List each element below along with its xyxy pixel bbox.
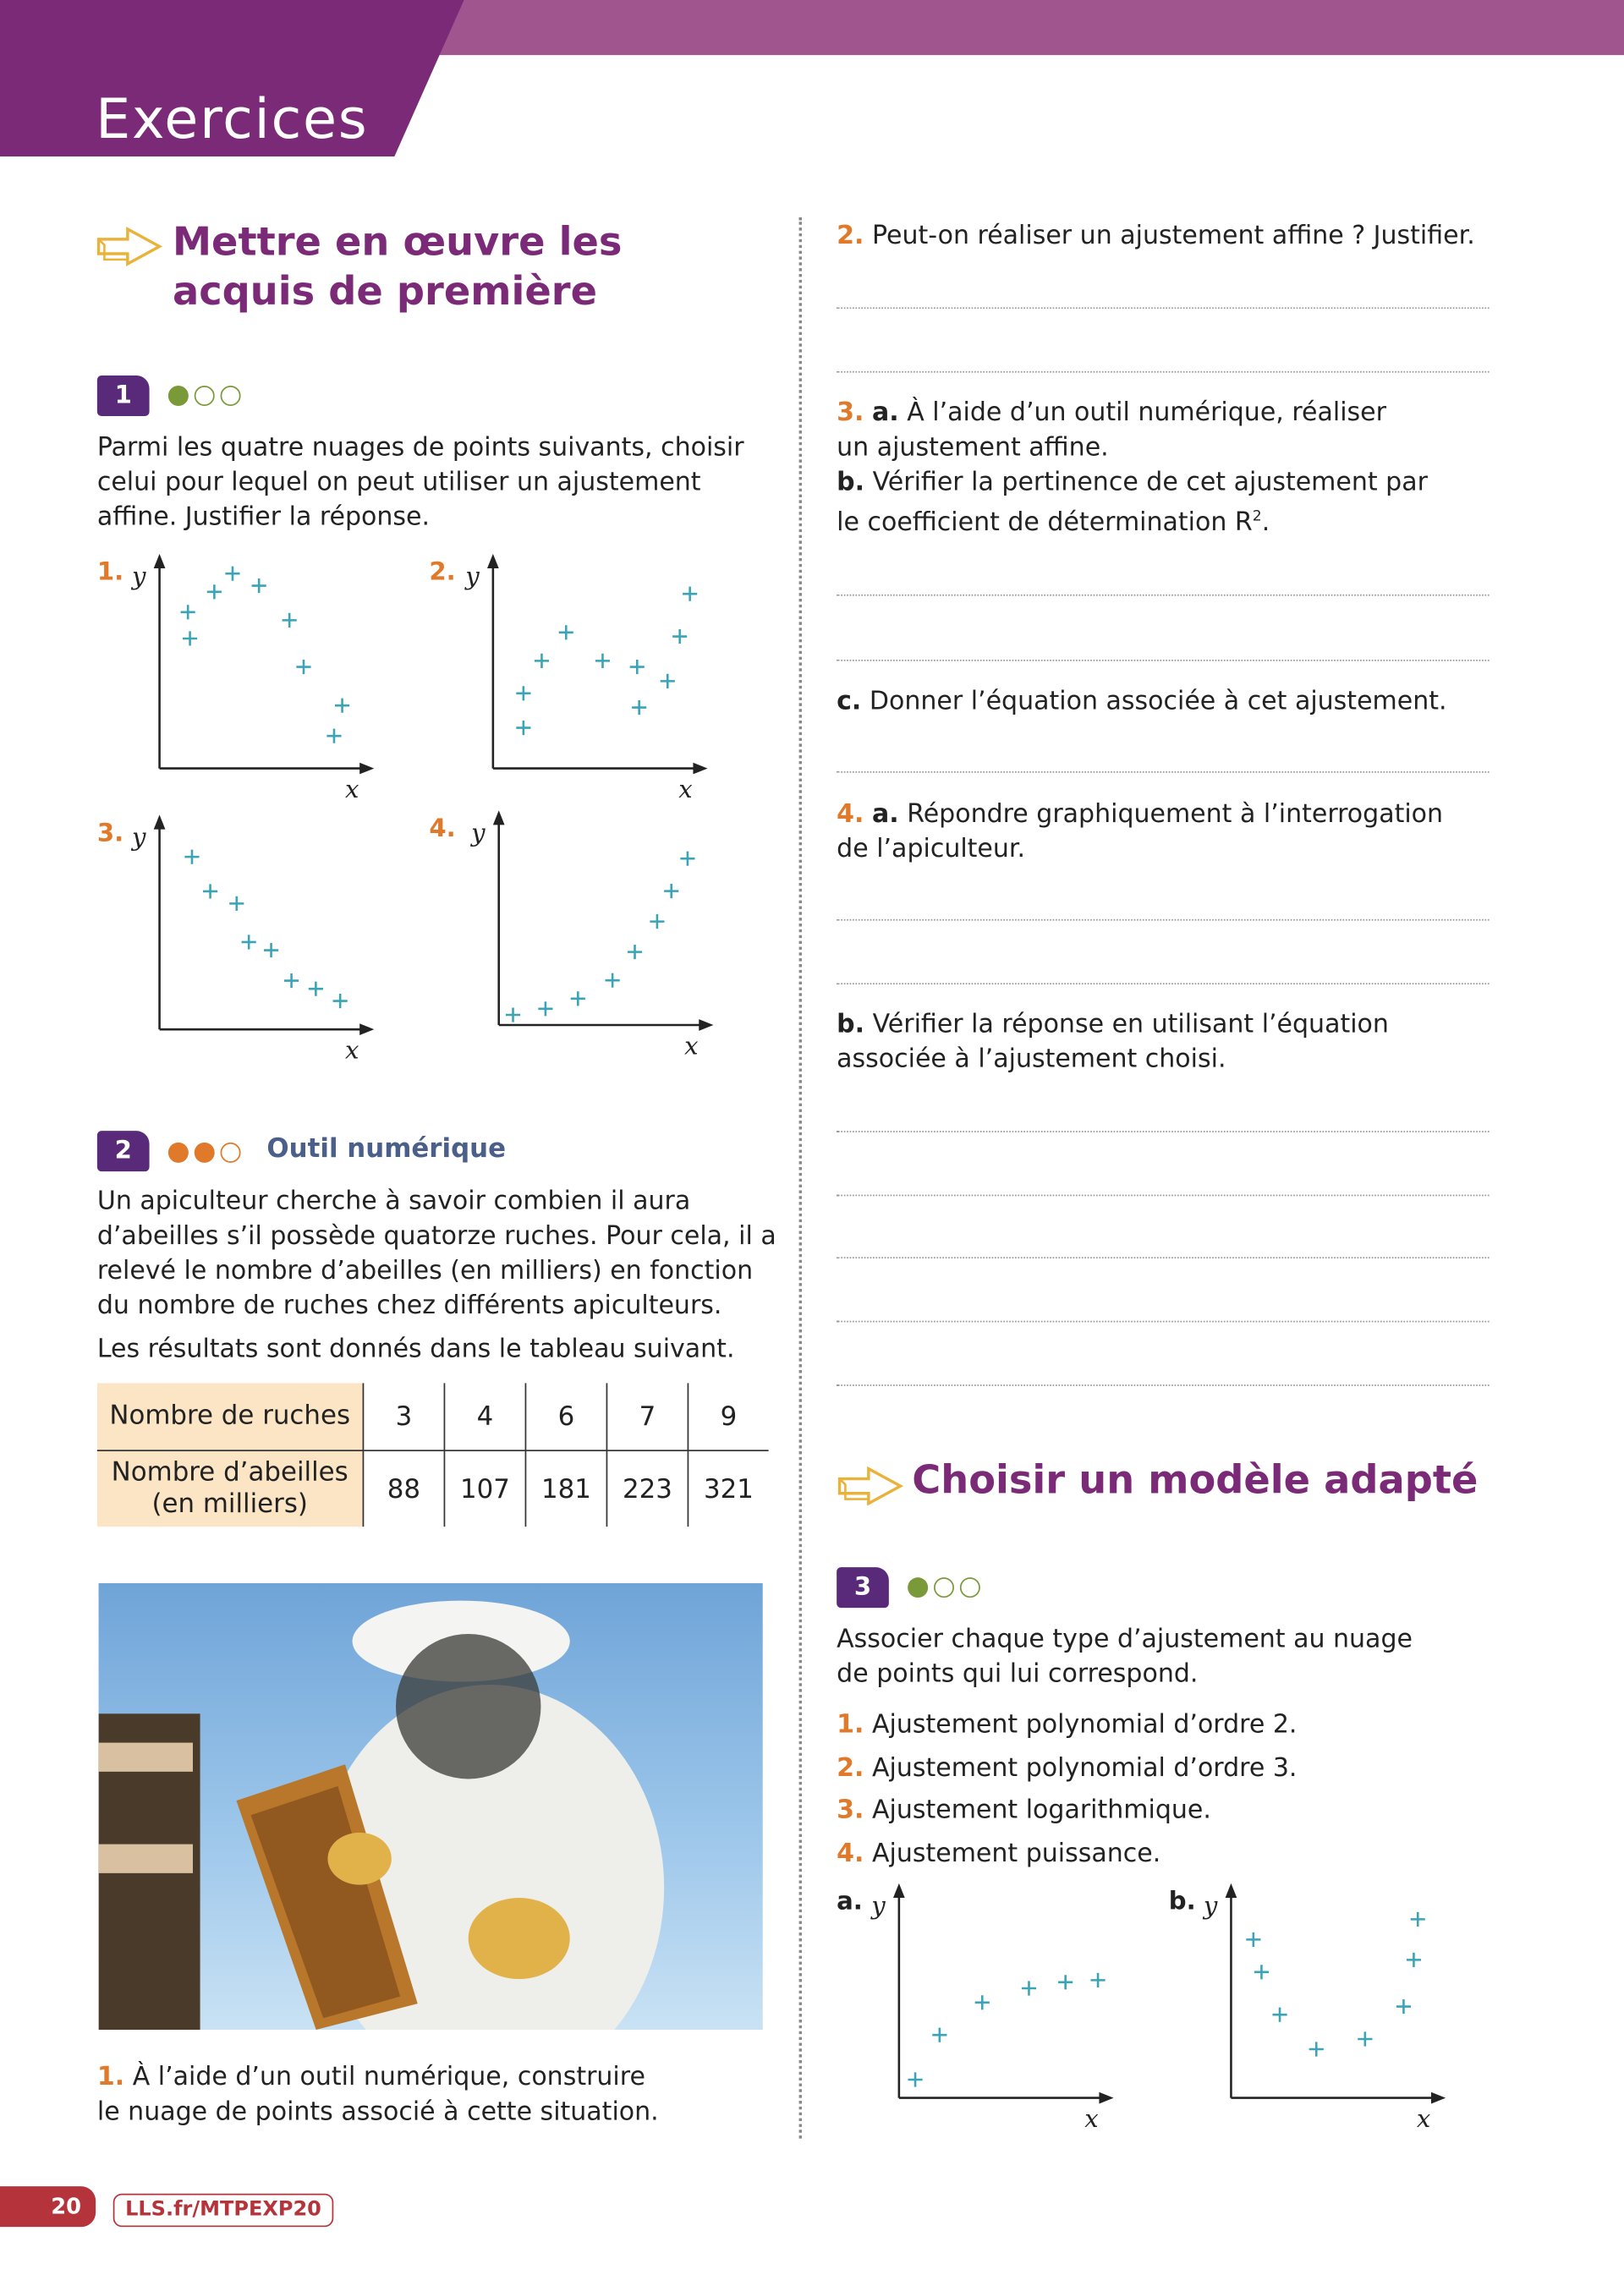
data-point [264, 943, 278, 957]
data-point [680, 852, 694, 866]
answer-line[interactable] [837, 307, 1489, 309]
plot-label: 1. [96, 556, 124, 586]
question-2: 2. Peut-on réaliser un ajustement affine ? Justifier. [837, 222, 1475, 251]
data-point [535, 654, 549, 668]
answer-line[interactable] [837, 660, 1489, 661]
x-axis-label: x [684, 1031, 699, 1061]
row-header: Nombre d’abeilles (en milliers) [97, 1450, 364, 1527]
scatter-plot-1 [97, 554, 374, 803]
data-point [595, 654, 610, 668]
data-point [628, 945, 642, 959]
data-point [571, 991, 585, 1006]
y-axis-label: y [1203, 1890, 1218, 1920]
table-row [97, 1450, 769, 1527]
x-arrow-icon [359, 763, 374, 775]
answer-line[interactable] [837, 983, 1489, 984]
table-cell: 6 [525, 1383, 606, 1450]
data-point [1411, 1912, 1425, 1927]
data-point [664, 884, 678, 898]
plot-label: 4. [429, 814, 456, 843]
data-point [1358, 2031, 1372, 2046]
x-axis-label: x [345, 774, 359, 803]
data-point [1090, 1973, 1105, 1987]
question-1: 1. À l’aide d’un outil numérique, construire le nuage de points associé à cette situation. [96, 2063, 659, 2127]
data-point [335, 699, 349, 713]
data-point [606, 973, 620, 988]
resource-link[interactable]: LLS.fr/MTPEXP20 [113, 2194, 334, 2227]
exercise-number: 1 [97, 376, 150, 416]
x-arrow-icon [1431, 2092, 1446, 2104]
question-3: 3. a. À l’aide d’un outil numérique, réaliser un ajustement affine. b. Vérifier la pertinence de cet ajustement par le coefficient de détermination $R^2$. [837, 398, 1428, 538]
page-number: 20 [0, 2186, 96, 2227]
row-header: Nombre de ruches [97, 1383, 364, 1450]
data-point [1309, 2042, 1324, 2056]
data-point [932, 2028, 946, 2042]
data-point [333, 994, 348, 1008]
scatter-plot-3 [97, 814, 374, 1064]
data-point [506, 1007, 520, 1022]
data-point [1022, 1981, 1036, 1995]
data-point [632, 700, 646, 715]
data-point [908, 2072, 922, 2086]
beekeeper-photo [99, 1583, 763, 2030]
answer-line[interactable] [837, 1384, 1489, 1386]
y-axis-label: y [132, 561, 146, 590]
table-cell: 9 [688, 1383, 768, 1450]
data-point [207, 584, 222, 599]
data-point [650, 914, 664, 929]
answer-line[interactable] [837, 1257, 1489, 1258]
scatter-plot-2 [429, 554, 707, 803]
data-point [1396, 1999, 1411, 2014]
data-point [559, 625, 573, 639]
answer-line[interactable] [837, 771, 1489, 773]
section-title-prerequisites: Mettre en œuvre les acquis de première [173, 220, 623, 315]
y-axis-label: y [871, 1890, 886, 1920]
difficulty-indicator [168, 384, 247, 413]
y-arrow-icon [154, 814, 166, 829]
plot-label: a. [837, 1886, 863, 1916]
question-4b: b. Vérifier la réponse en utilisant l’équation associée à l’ajustement choisi. [837, 1010, 1389, 1075]
list-item: 3. Ajustement logarithmique. [837, 1796, 1211, 1826]
data-point [284, 973, 299, 988]
data-point [296, 660, 310, 674]
data-point [516, 721, 530, 735]
answer-line[interactable] [837, 1195, 1489, 1197]
list-item: 2. Ajustement polynomial d’ordre 3. [837, 1753, 1298, 1783]
plot-label: 2. [429, 556, 456, 586]
table-cell: 181 [525, 1450, 606, 1527]
digital-tool-tag: Outil numérique [266, 1133, 507, 1165]
answer-line[interactable] [837, 919, 1489, 921]
y-axis-label: y [471, 818, 486, 847]
x-arrow-icon [1099, 2092, 1113, 2104]
data-point [683, 587, 697, 601]
data-point [242, 935, 256, 949]
x-axis-label: x [678, 774, 693, 803]
answer-line[interactable] [837, 1321, 1489, 1323]
data-point [538, 1001, 552, 1016]
scatter-plot-5 [837, 1883, 1113, 2133]
data-point [229, 896, 244, 911]
table-cell: 3 [363, 1383, 444, 1450]
header-band [435, 0, 1624, 55]
table-cell: 107 [444, 1450, 525, 1527]
fit-type-list [837, 1705, 1297, 1876]
answer-line[interactable] [837, 1131, 1489, 1132]
plot-label: 3. [96, 818, 124, 847]
y-arrow-icon [893, 1883, 905, 1898]
y-axis-label: y [465, 561, 480, 590]
data-point [283, 613, 297, 628]
answer-line[interactable] [837, 371, 1489, 373]
question-3c: c. Donner l’équation associée à cet ajustement. [837, 687, 1447, 716]
column-divider [799, 217, 802, 2138]
y-arrow-icon [493, 810, 505, 825]
exercise-number: 2 [97, 1131, 150, 1171]
data-point [516, 686, 530, 700]
page-title: Exercices [96, 86, 369, 151]
data-point [252, 578, 266, 593]
data-point [181, 605, 195, 619]
table-cell: 4 [444, 1383, 525, 1450]
question-4a: 4. a. Répondre graphiquement à l’interrogation de l’apiculteur. [837, 800, 1444, 864]
list-item: 4. Ajustement puissance. [837, 1839, 1161, 1868]
table-cell: 88 [363, 1450, 444, 1527]
arrow-icon [96, 225, 162, 268]
plot-label: b. [1168, 1886, 1196, 1916]
data-point [183, 631, 197, 645]
arrow-icon [837, 1464, 903, 1507]
x-arrow-icon [699, 1019, 713, 1031]
data-point [1058, 1975, 1073, 1989]
data-point [203, 884, 217, 898]
exercise-number: 3 [837, 1567, 889, 1608]
data-point [326, 729, 341, 743]
difficulty-indicator [168, 1141, 247, 1170]
data-point [1407, 1953, 1421, 1967]
data-point [661, 674, 675, 688]
data-point [309, 982, 323, 996]
section-title-model: Choisir un modèle adapté [912, 1458, 1479, 1504]
table-row [97, 1383, 769, 1450]
x-arrow-icon [693, 763, 707, 775]
x-axis-label: x [345, 1035, 359, 1065]
list-item: 1. Ajustement polynomial d’ordre 2. [837, 1710, 1298, 1741]
exercise-1-text: Parmi les quatre nuages de points suivants, choisir celui pour lequel on peut utiliser un ajustement affine. Justifier la réponse. [96, 433, 744, 533]
data-point [630, 660, 645, 674]
data-table [97, 1383, 769, 1527]
table-cell: 321 [703, 1473, 754, 1505]
answer-line[interactable] [837, 595, 1489, 596]
exercise-3-text: Associer chaque type d’ajustement au nuage de points qui lui correspond. [837, 1625, 1413, 1690]
data-point [1272, 2008, 1287, 2022]
x-arrow-icon [359, 1023, 374, 1035]
y-arrow-icon [487, 554, 499, 568]
difficulty-indicator [908, 1576, 986, 1604]
scatter-plot-4 [429, 810, 713, 1060]
data-point [672, 629, 687, 644]
data-point [1254, 1965, 1269, 1979]
data-point [225, 567, 239, 581]
data-point [184, 850, 199, 864]
data-point [1246, 1932, 1260, 1947]
x-axis-label: x [1416, 2103, 1431, 2133]
scatter-plot-6 [1169, 1883, 1446, 2133]
table-cell: 223 [606, 1450, 688, 1527]
x-axis-label: x [1084, 2103, 1099, 2133]
y-axis-label: y [132, 822, 146, 852]
y-arrow-icon [1226, 1883, 1237, 1898]
data-point [975, 1995, 990, 2009]
y-arrow-icon [154, 554, 166, 568]
table-cell: 7 [606, 1383, 688, 1450]
exercise-2-text: Un apiculteur cherche à savoir combien il aura d’abeilles s’il possède quatorze ruches. Pour cela, il a relevé le nombre d’abeilles (en milliers) en fonction du nombre de ruches chez différents apiculteurs. Les résultats sont donnés dans le tableau suivant. [96, 1187, 776, 1365]
